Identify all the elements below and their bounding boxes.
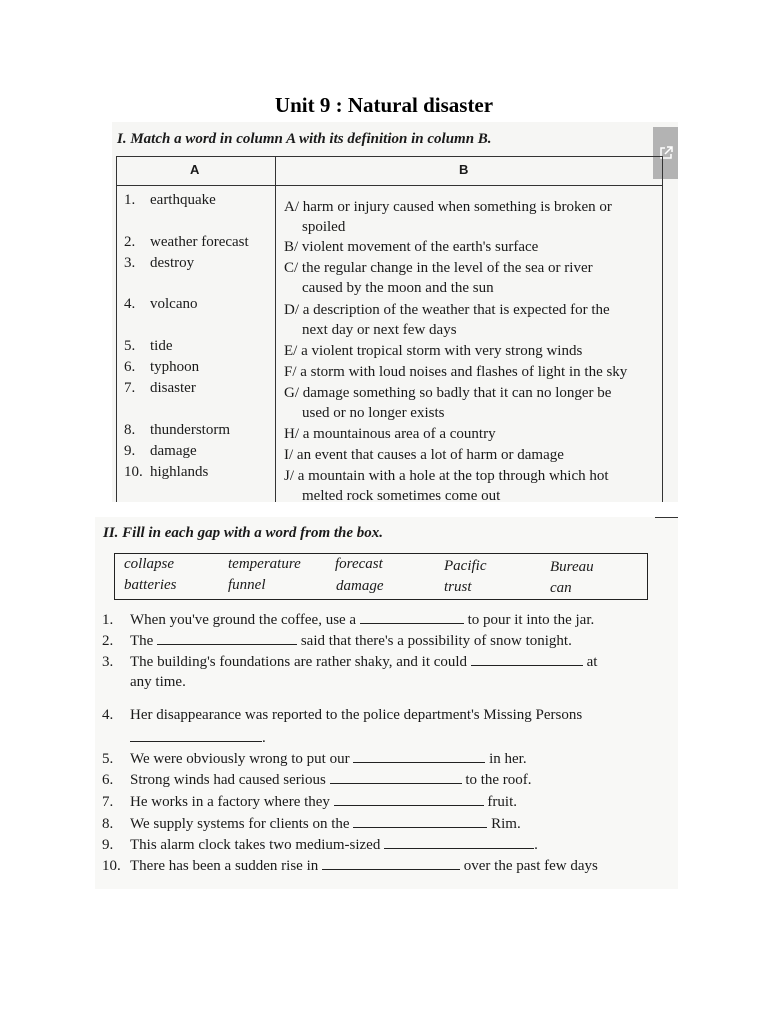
column-a-item: 9. damage bbox=[124, 443, 197, 459]
column-b-definition: H/ a mountainous area of a country bbox=[284, 426, 496, 442]
question-item: 2. The said that there's a possibility of snow tonight. bbox=[102, 633, 572, 649]
column-b-definition: A/ harm or injury caused when something is broken or spoiled bbox=[284, 199, 612, 235]
question-item: 9. This alarm clock takes two medium-sized . bbox=[102, 837, 538, 853]
answer-blank[interactable] bbox=[157, 632, 297, 645]
word-box-item: funnel bbox=[228, 577, 266, 593]
word-box-item: collapse bbox=[124, 556, 174, 572]
column-b-definition: E/ a violent tropical storm with very strong winds bbox=[284, 343, 583, 359]
column-b-definition: D/ a description of the weather that is expected for the next day or next few days bbox=[284, 302, 610, 338]
answer-blank[interactable] bbox=[322, 857, 460, 870]
question-item: 8. We supply systems for clients on the Rim. bbox=[102, 816, 521, 832]
word-box-item: forecast bbox=[335, 556, 383, 572]
word-box-item: trust bbox=[444, 579, 472, 595]
question-item: 3. The building's foundations are rather shaky, and it could at bbox=[102, 654, 598, 670]
answer-blank[interactable] bbox=[471, 653, 583, 666]
column-b-definition: B/ violent movement of the earth's surface bbox=[284, 239, 539, 255]
column-a-item: 6. typhoon bbox=[124, 359, 200, 375]
column-b-definition: G/ damage something so badly that it can no longer be used or no longer exists bbox=[284, 385, 612, 421]
word-box-item: Bureau bbox=[550, 559, 594, 575]
question-item: 4. Her disappearance was reported to the police department's Missing Persons bbox=[102, 707, 583, 723]
column-b-definition: C/ the regular change in the level of the sea or river caused by the moon and the sun bbox=[284, 260, 593, 296]
question-item: 1. When you've ground the coffee, use a to pour it into the jar. bbox=[102, 612, 595, 628]
answer-blank[interactable] bbox=[353, 815, 487, 828]
question-continuation: any time. bbox=[130, 674, 186, 690]
answer-blank[interactable] bbox=[353, 750, 485, 763]
column-b-definition: F/ a storm with loud noises and flashes of light in the sky bbox=[284, 364, 628, 380]
question-continuation: . bbox=[130, 729, 266, 747]
question-item: 6. Strong winds had caused serious to the roof. bbox=[102, 772, 532, 788]
column-a-item: 1. earthquake bbox=[124, 192, 216, 208]
column-a-header: A bbox=[190, 162, 200, 177]
column-a-item: 10. highlands bbox=[124, 464, 209, 480]
divider bbox=[655, 517, 678, 518]
column-b-header: B bbox=[459, 162, 469, 177]
answer-blank[interactable] bbox=[334, 793, 484, 806]
column-a-item: 8. thunderstorm bbox=[124, 422, 230, 438]
column-a-item: 2. weather forecast bbox=[124, 234, 249, 250]
column-b-definition: I/ an event that causes a lot of harm or damage bbox=[284, 447, 564, 463]
page-title: Unit 9 : Natural disaster bbox=[274, 93, 494, 117]
word-box-item: batteries bbox=[124, 577, 177, 593]
word-box-item: can bbox=[550, 580, 572, 596]
answer-blank[interactable] bbox=[384, 836, 534, 849]
column-b-definition: J/ a mountain with a hole at the top through which hot melted rock sometimes come out bbox=[284, 468, 609, 504]
question-item: 7. He works in a factory where they fruit. bbox=[102, 794, 517, 810]
word-box-item: damage bbox=[336, 578, 384, 594]
word-box-item: temperature bbox=[228, 556, 301, 572]
word-box-item: Pacific bbox=[444, 558, 487, 574]
answer-blank[interactable] bbox=[130, 729, 262, 742]
table-header-divider bbox=[117, 185, 662, 186]
table-column-divider bbox=[275, 157, 276, 502]
question-item: 5. We were obviously wrong to put our in her. bbox=[102, 751, 527, 767]
section-2-heading: II. Fill in each gap with a word from the box. bbox=[103, 525, 384, 541]
column-a-item: 3. destroy bbox=[124, 255, 195, 271]
question-item: 10. There has been a sudden rise in over the past few days bbox=[102, 858, 598, 874]
section-1-heading: I. Match a word in column A with its definition in column B. bbox=[117, 131, 492, 147]
column-a-item: 5. tide bbox=[124, 338, 173, 354]
answer-blank[interactable] bbox=[360, 611, 464, 624]
column-a-item: 7. disaster bbox=[124, 380, 196, 396]
column-a-item: 4. volcano bbox=[124, 296, 198, 312]
answer-blank[interactable] bbox=[330, 771, 462, 784]
